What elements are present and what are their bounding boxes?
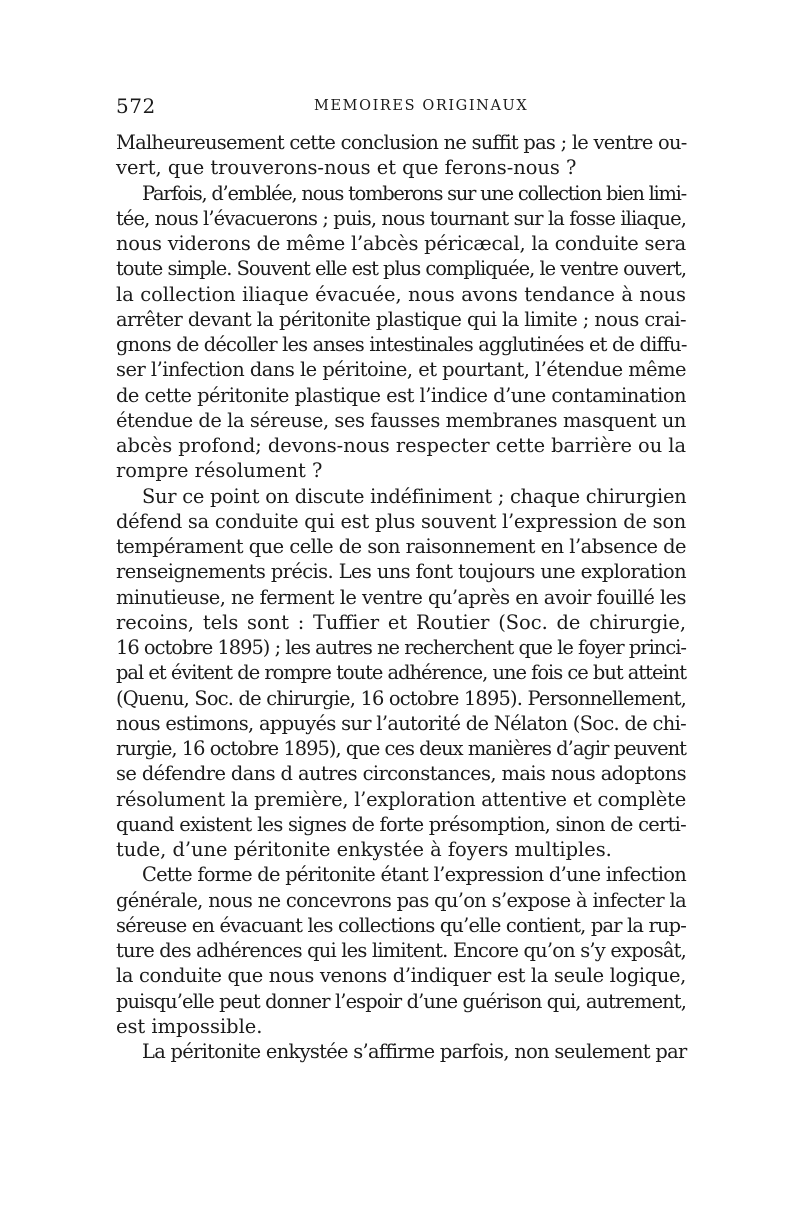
text-line: rurgie, 16 octobre 1895), que ces deux manières d’agir peuvent (116, 737, 686, 760)
text-line: arrêter devant la péritonite plastique qui la limite ; nous crai- (116, 307, 686, 331)
text-line: gnons de décoller les anses intestinales agglutinées et de diffu- (116, 333, 687, 356)
text-line: puisqu’elle peut donner l’espoir d’une guérison qui, autrement, (116, 989, 686, 1013)
text-line: La péritonite enkystée s’affirme parfois, non seulement par (142, 1040, 687, 1063)
text-line: séreuse en évacuant les collections qu’elle contient, par la rup- (116, 913, 687, 937)
text-line: est impossible. (116, 1014, 263, 1038)
text-line: ser l’infection dans le péritoine, et pourtant, l’étendue même (116, 358, 687, 382)
text-line: tempérament que celle de son raisonnement en l’absence de (116, 535, 687, 558)
page-number: 572 (116, 94, 156, 118)
text-line: 16 octobre 1895) ; les autres ne recherchent que le foyer princi- (116, 636, 686, 659)
text-line: pal et évitent de rompre toute adhérence, une fois ce but atteint (116, 661, 686, 685)
text-line: générale, nous ne concevrons pas qu’on s’expose à infecter la (116, 888, 686, 912)
text-line: étendue de la séreuse, ses fausses membranes masquent un (116, 408, 686, 432)
text-line: résolument la première, l’exploration attentive et complète (116, 787, 686, 811)
paragraph (116, 130, 686, 181)
text-line: défend sa conduite qui est plus souvent l’expression de son (116, 509, 686, 533)
text-line: vert, que trouverons-nous et que ferons-nous ? (116, 156, 577, 180)
page-header (116, 94, 688, 118)
paragraph (116, 1039, 686, 1064)
running-head: MEMOIRES ORIGINAUX (314, 98, 529, 114)
text-line: Malheureusement cette conclusion ne suffit pas ; le ventre ou- (116, 131, 687, 154)
text-line: minutieuse, ne ferment le ventre qu’après en avoir fouillé les (116, 585, 686, 609)
text-line: la conduite que nous venons d’indiquer est la seule logique, (116, 964, 686, 988)
text-line: abcès profond; devons-nous respecter cette barrière ou la (116, 434, 687, 457)
text-line: toute simple. Souvent elle est plus compliquée, le ventre ouvert, (116, 257, 687, 281)
text-line: Sur ce point on discute indéfiniment ; chaque chirurgien (142, 484, 687, 508)
text-line: nous viderons de même l’abcès péricæcal, la conduite sera (116, 232, 686, 255)
text-line: Cette forme de péritonite étant l’expression d’une infection (142, 863, 686, 887)
text-line: se défendre dans d autres circonstances, mais nous adoptons (116, 762, 686, 786)
paragraph (116, 484, 686, 863)
text-line: nous estimons, appuyés sur l’autorité de Nélaton (Soc. de chi- (116, 711, 686, 735)
text-line: tude, d’une péritonite enkystée à foyers multiples. (116, 838, 612, 861)
paragraph (116, 862, 686, 1039)
text-line: la collection iliaque évacuée, nous avons tendance à nous (116, 282, 686, 306)
text-line: ture des adhérences qui les limitent. Encore qu’on s’y exposât, (116, 939, 687, 962)
text-line: rompre résolument ? (116, 459, 323, 483)
text-line: tée, nous l’évacuerons ; puis, nous tournant sur la fosse iliaque, (116, 206, 687, 230)
body-text (116, 130, 686, 1064)
text-line: Parfois, d’emblée, nous tomberons sur une collection bien limi- (142, 181, 686, 205)
paragraph (116, 181, 686, 484)
text-line: quand existent les signes de forte présomption, sinon de certi- (116, 812, 686, 836)
text-line: de cette péritonite plastique est l’indice d’une contamination (116, 383, 687, 407)
text-line: renseignements précis. Les uns font toujours une exploration (116, 560, 686, 584)
text-line: (Quenu, Soc. de chirurgie, 16 octobre 1895). Personnellement, (116, 686, 687, 710)
text-line: recoins, tels sont : Tuffier et Routier (Soc. de chirurgie, (116, 610, 686, 634)
